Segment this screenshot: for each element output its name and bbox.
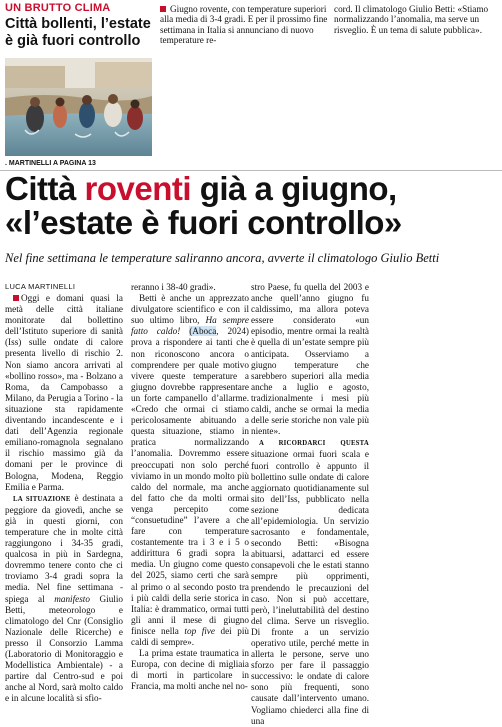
paragraph-italic: manifesto: [54, 593, 90, 604]
paragraph: [5, 493, 123, 705]
book-title: Ha sempre fatto caldo!: [131, 315, 249, 337]
teaser-ref-text: . MARTINELLI A PAGINA 13: [5, 160, 96, 167]
paragraph: [251, 282, 369, 437]
paragraph-lead: A RICORDARCI QUESTA: [259, 440, 369, 448]
paragraph-text: situazione ormai fuori scala e fuori controllo è appunto il bollettino sulle ondate di calore aggiornato quotidianamente sul sito dell’Iss, pubblicato nella sezione dedicata all’epidemiologia. Un servizio sacrosanto e fondamentale, secondo Betti: «Bisogna abituarsi, adattarci ed essere consapevoli che le estati stanno sempre più opprimenti, prendendo le precauzioni del caso. Non si può accettare, però, l’ineluttabilità del destino del clima. Serve un risveglio. Di fronte a un servizio operativo utile, perché mette in allerta le persone, serve uno sforzo per fare il passaggio successivo: le ondate di calore sono più frequenti, sono causate dall’intervento umano. Vogliamo chiederci alla fine di una: [251, 449, 369, 726]
teaser-kicker: UN BRUTTO CLIMA: [5, 2, 111, 14]
paragraph-text: La prima estate traumatica in Europa, con decine di migliaia di morti in particolare in Francia, ma molti anche nel no-: [131, 648, 249, 692]
article-byline: LUCA MARTINELLI: [5, 282, 76, 291]
teaser-photo: [5, 58, 152, 156]
paragraph-text: Oggi e domani quasi la metà delle città italiane monitorate dal bollettino dell’Istituto superiore di sanità (Iss) sulle ondate di calore presenta livello di rischio 2. Non siamo ancora arrivati al «bollino rosso», ma - Bolzano a Roma, da Campobasso a Milano, da Perugia a Torino - la situazione sta rapidamente diventando incandescente e i dati dell’Agenzia regionale emiliano-romagnola segnalano il rischio massimo già da domani per le province di Bologna, Modena, Reggio Emilia e Parma.: [5, 293, 123, 492]
article-column-2: [131, 282, 249, 692]
teaser-title: Città bollenti, l’estate è già fuori controllo: [5, 16, 151, 49]
paragraph-text: dei più caldi di sempre».: [131, 625, 249, 647]
paragraph-text: , 2024) prova a rispondere ai tanti che non riconoscono ancora o comprendere per quale motivo vivere queste temperature a giugno dovrebbe rappresentare un forte campanello d’allarme. «Credo che ormai ci stiamo pericolosamente abituando a questa situazione, stiamo in pratica normalizzando l’anomalia. Dovremmo essere preoccupati non solo perché viviamo in un mondo molto più caldo del normale, ma anche del fatto che da molti ormai venga percepito come “consuetudine” l’avere a che fare con temperature costantemente tra i 3 e i 5 o addirittura 6 gradi sopra la media. Un giugno come questo del 2025, siamo certi che sarà al primo o al secondo posto tra i più caldi della serie storica in Italia: è drammatico, ormai tutti gli anni il mese di giugno finisce nella: [131, 326, 249, 636]
paragraph: [251, 437, 369, 726]
paragraph: [131, 648, 249, 692]
paragraph-text: stro Paese, fu quella del 2003 e anche quell’anno giugno fu caldissimo, ma allora poteva essere considerato «un episodio, mentre ormai la realtà è quella di un’estate sempre più anticipata. Osserviamo a giugno temperature che sarebbero superiori alla media anche a luglio e agosto, tradizionalmente i mesi più caldi, anche se ormai la media delle serie storiche non vale più niente».: [251, 282, 369, 437]
teaser-column-2: cord. Il climatologo Giulio Betti: «Stiamo normalizzando l’anomalia, ma serve un risveglio. È un tema di salute pubblica».: [334, 4, 489, 35]
teaser-page-reference: [5, 160, 96, 167]
highlighted-publisher: (Aboca: [189, 326, 217, 337]
paragraph: [5, 293, 123, 493]
paragraph: [131, 282, 249, 293]
paragraph-text: reranno i 38-40 gradi».: [131, 282, 216, 292]
paragraph-lead: LA SITUAZIONE: [13, 495, 71, 503]
red-square-marker: [13, 295, 19, 301]
article-column-1: [5, 293, 123, 704]
headline-part-1: Città: [5, 170, 85, 207]
paragraph: [131, 293, 249, 648]
paragraph-text: Giulio Betti, meteorologo e climatologo del Cnr (Consiglio Nazionale delle Ricerche) e presso il Consorzio Lamma (Laboratorio di Monitoraggio e Modellistica Ambientale) - a partire dal Centro-sud e poi anche al Nord, sarà molto caldo e in alcune località si sfio-: [5, 593, 123, 704]
article-subheadline: Nel fine settimana le temperature saliranno ancora, avverte il climatologo Giulio Betti: [5, 251, 440, 265]
article-column-3: [251, 282, 369, 727]
article-headline: [5, 172, 500, 240]
headline-part-2: già a giugno, «l’estate è fuori controllo»: [5, 170, 402, 241]
paragraph-text: Betti è anche un apprezzato divulgatore scientifico e con il suo ultimo libro,: [131, 293, 249, 326]
headline-highlight: roventi: [84, 170, 192, 207]
paragraph-text: è destinata a peggiore da giovedì, anche se già in questi giorni, con temperature che in molte città raggiungono i 34-35 gradi, qualcosa in più in Sardegna, dovremmo tenere conto che ci troviamo 3-4 gradi sopra la media. Nel fine settimana - spiega al: [5, 492, 123, 604]
paragraph-italic: top five: [184, 625, 215, 636]
teaser-column-1: Giugno rovente, con temperature superiori alla media di 3-4 gradi. E per il prossimo fine settimana in Italia si annunciano di nuovo temperature re-: [160, 4, 328, 45]
